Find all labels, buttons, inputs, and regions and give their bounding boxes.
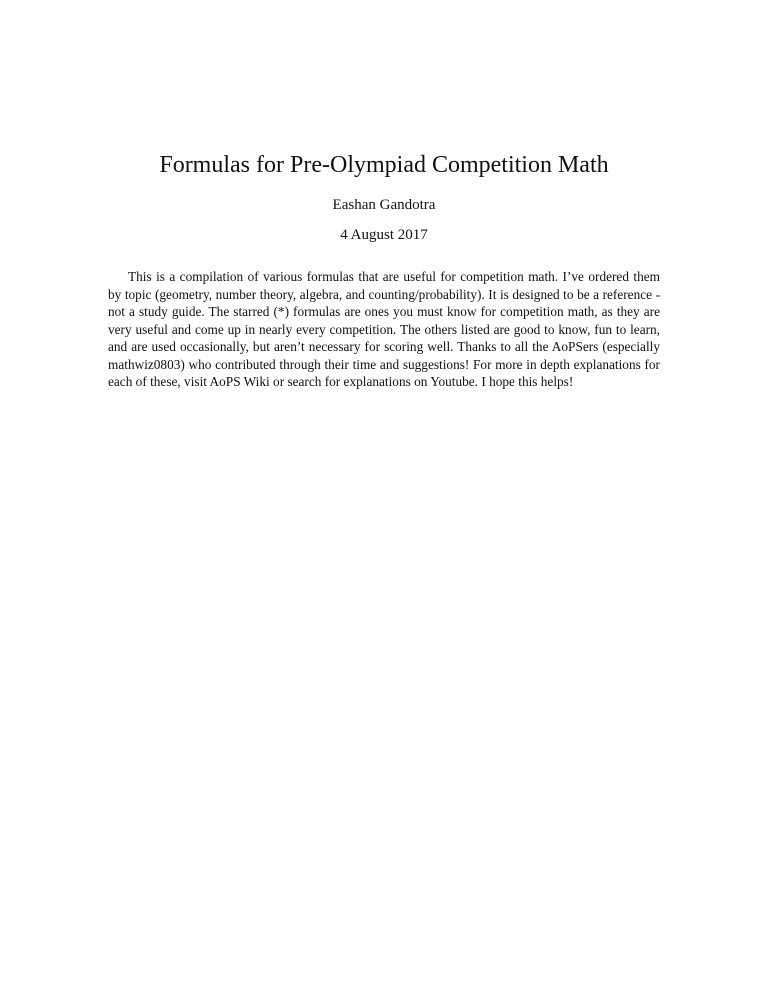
intro-paragraph: This is a compilation of various formulas that are useful for competition math. I’ve ordered them by topic (geometry, number theory, algebra, and counting/probability). It is designed to be a reference - not a study guide. The starred (*) formulas are ones you must know for competition math, as they are very useful and come up in nearly every competition. The others listed are good to know, fun to learn, and are used occasionally, but aren’t necessary for scoring well. Thanks to all the AoPSers (especially mathwiz0803) who contributed through their time and suggestions! For more in depth explanations for each of these, visit AoPS Wiki or search for explanations on Youtube. I hope this helps!: [108, 269, 660, 389]
document-author: Eashan Gandotra: [332, 197, 436, 213]
document-date: 4 August 2017: [340, 227, 428, 243]
document-title: Formulas for Pre-Olympiad Competition Math: [159, 152, 609, 178]
